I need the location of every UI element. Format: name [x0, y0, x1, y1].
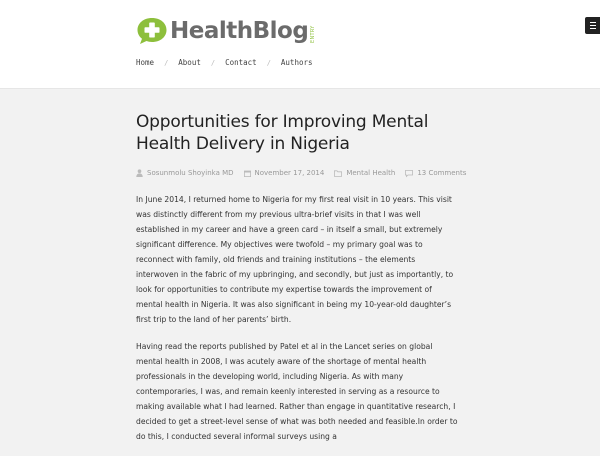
nav-separator: / [266, 58, 271, 67]
nav-separator: / [210, 58, 216, 67]
menu-icon [590, 22, 596, 23]
meta-author[interactable] [136, 169, 234, 177]
site-header [0, 0, 600, 89]
main-nav [136, 58, 313, 67]
nav-item-home[interactable]: Home [136, 58, 155, 67]
nav-item-authors[interactable]: Authors [280, 58, 313, 67]
comment-count: 13 Comments [417, 169, 467, 177]
article [136, 111, 467, 456]
article-body [136, 192, 460, 444]
post-date: November 17, 2014 [254, 169, 325, 177]
article-paragraph: In June 2014, I returned home to Nigeria for my first real visit in 10 years. This visit was distinctly different from my previous ultra-brief visits in that I was well established in my career and have a green card – in itself a small, but extremely significant difference. My objectives were twofold – my primary goal was to reconnect with family, old friends and training institutions – the elements interwoven in the fabric of my upbringing, and secondly, but just as importantly, to look for opportunities to contribute my expertise towards the improvement of mental health in Nigeria. It was also significant in being my 10-year-old daughter’s first trip to the land of her parents’ birth. [136, 195, 454, 324]
article-paragraph: Having read the reports published by Patel et al in the Lancet series on global mental health in 2008, I was acutely aware of the shortage of mental health professionals in the developing world, including Nigeria. As with many contemporaries, I was, and remain keenly interested in serving as a resource to making available what I had learned. Rather than engage in quantitative research, I decided to get a street-level sense of what was both needed and feasible.In order to do this, I conducted several informal surveys using a [136, 342, 458, 441]
meta-date [244, 169, 325, 177]
nav-item-about[interactable]: About [178, 58, 201, 67]
article-title[interactable]: Opportunities for Improving Mental Health Delivery in Nigeria [136, 112, 429, 154]
meta-category[interactable] [334, 169, 395, 177]
nav-item-contact[interactable]: Contact [225, 58, 257, 67]
meta-comments[interactable] [405, 169, 466, 177]
calendar-icon [244, 170, 251, 177]
user-icon [136, 169, 143, 177]
comment-icon [405, 170, 413, 177]
health-cross-icon [136, 17, 168, 45]
menu-icon [590, 28, 596, 29]
category-name: Mental Health [346, 169, 396, 177]
article-meta [136, 169, 467, 177]
author-name: Sosunmolu Shoyinka MD [147, 169, 234, 177]
folder-icon [334, 170, 342, 177]
menu-icon [590, 25, 596, 26]
site-logo[interactable] [136, 15, 316, 47]
logo-text: HealthBlog [170, 18, 309, 44]
menu-toggle-button[interactable] [585, 17, 600, 34]
logo-tagline: ENTRY [310, 25, 317, 43]
nav-separator: / [164, 58, 169, 67]
